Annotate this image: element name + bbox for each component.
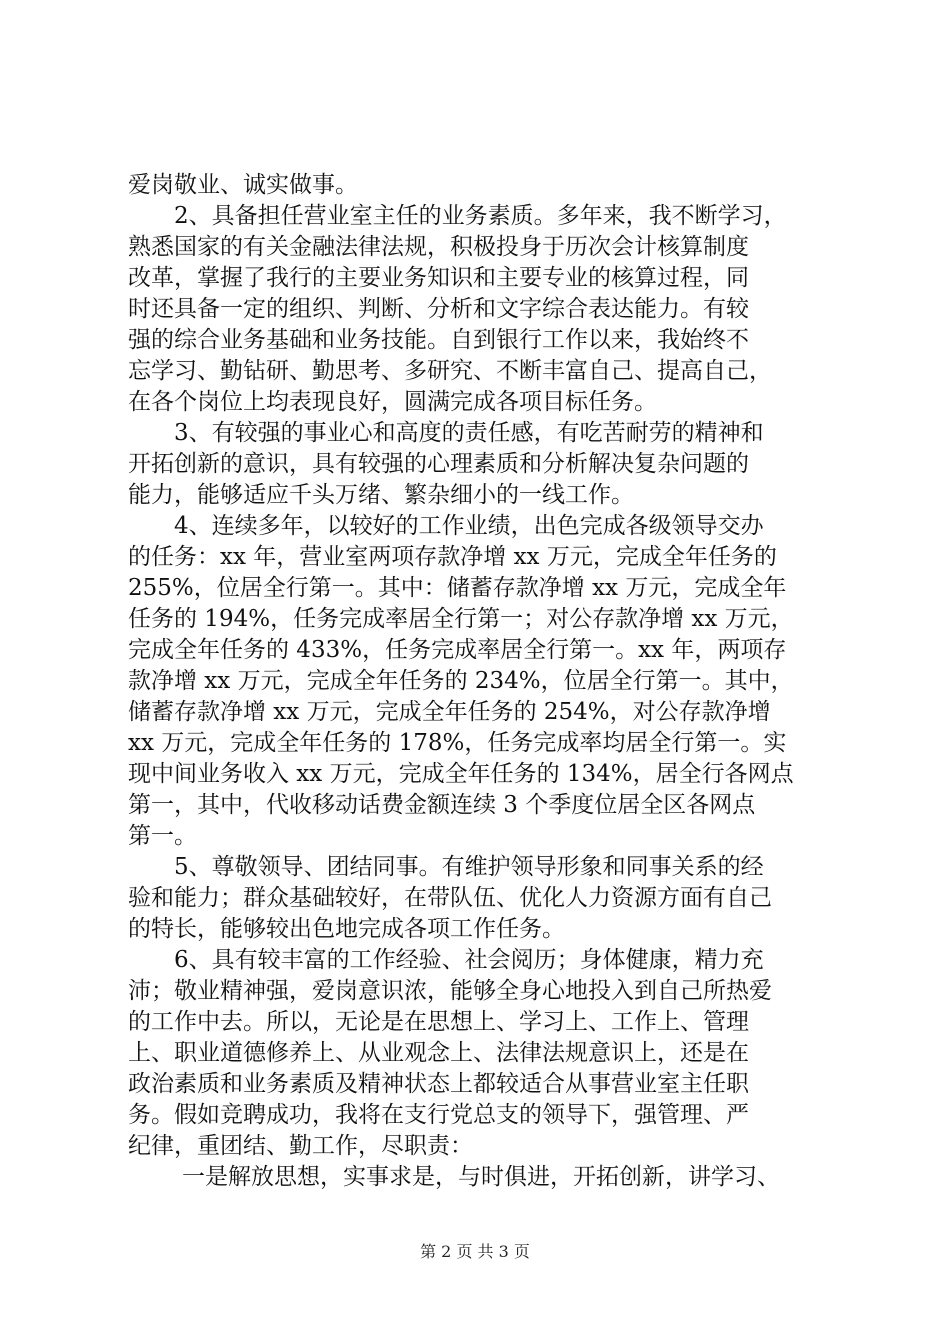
text-line: 强的综合业务基础和业务技能。自到银行工作以来，我始终不 <box>128 327 749 353</box>
text-line: 能力，能够适应千头万绪、繁杂细小的一线工作。 <box>128 482 634 508</box>
text-line: 完成全年任务的 433%，任务完成率居全行第一。xx 年，两项存 <box>128 637 787 663</box>
text-line: 忘学习、勤钻研、勤思考、多研究、不断丰富自己、提高自己， <box>128 358 772 384</box>
text-line: 现中间业务收入 xx 万元，完成全年任务的 134%，居全行各网点 <box>128 761 794 787</box>
text-line: 任务的 194%，任务完成率居全行第一；对公存款净增 xx 万元， <box>128 606 794 632</box>
text-line: 一是解放思想，实事求是，与时俱进，开拓创新，讲学习、 <box>182 1164 780 1190</box>
text-line: 储蓄存款净增 xx 万元，完成全年任务的 254%，对公存款净增 <box>128 699 771 725</box>
text-line: 5、尊敬领导、团结同事。有维护领导形象和同事关系的经 <box>174 854 764 880</box>
text-line: 沛；敬业精神强，爱岗意识浓，能够全身心地投入到自己所热爱 <box>128 978 772 1004</box>
text-line: 4、连续多年，以较好的工作业绩，出色完成各级领导交办 <box>174 513 764 539</box>
text-line: 3、有较强的事业心和高度的责任感，有吃苦耐劳的精神和 <box>174 420 764 446</box>
text-line: 开拓创新的意识，具有较强的心理素质和分析解决复杂问题的 <box>128 451 749 477</box>
text-line: 政治素质和业务素质及精神状态上都较适合从事营业室主任职 <box>128 1071 749 1097</box>
document-body <box>128 170 840 1193</box>
text-line: xx 万元，完成全年任务的 178%，任务完成率均居全行第一。实 <box>128 730 787 756</box>
text-line: 爱岗敬业、诚实做事。 <box>128 172 358 198</box>
page-footer: 第 2 页 共 3 页 <box>420 1242 530 1261</box>
text-line: 时还具备一定的组织、判断、分析和文字综合表达能力。有较 <box>128 296 749 322</box>
text-line: 第一，其中，代收移动话费金额连续 3 个季度位居全区各网点 <box>128 792 756 818</box>
text-line: 255%，位居全行第一。其中：储蓄存款净增 xx 万元，完成全年 <box>128 575 787 601</box>
text-line: 在各个岗位上均表现良好，圆满完成各项目标任务。 <box>128 389 657 415</box>
text-line: 第一。 <box>128 823 197 849</box>
text-line: 的特长，能够较出色地完成各项工作任务。 <box>128 916 565 942</box>
text-line: 6、具有较丰富的工作经验、社会阅历；身体健康，精力充 <box>174 947 764 973</box>
text-line: 的工作中去。所以，无论是在思想上、学习上、工作上、管理 <box>128 1009 749 1035</box>
text-line: 改革，掌握了我行的主要业务知识和主要专业的核算过程，同 <box>128 265 749 291</box>
text-line: 务。假如竞聘成功，我将在支行党总支的领导下，强管理、严 <box>128 1102 749 1128</box>
text-line: 的任务：xx 年，营业室两项存款净增 xx 万元，完成全年任务的 <box>128 544 777 570</box>
text-line: 熟悉国家的有关金融法律法规，积极投身于历次会计核算制度 <box>128 234 749 260</box>
text-line: 款净增 xx 万元，完成全年任务的 234%，位居全行第一。其中， <box>128 668 794 694</box>
text-line: 上、职业道德修养上、从业观念上、法律法规意识上，还是在 <box>128 1040 749 1066</box>
text-line: 验和能力；群众基础较好，在带队伍、优化人力资源方面有自己 <box>128 885 772 911</box>
text-line: 纪律，重团结、勤工作，尽职责： <box>128 1133 473 1159</box>
text-line: 2、具备担任营业室主任的业务素质。多年来，我不断学习， <box>174 203 787 229</box>
